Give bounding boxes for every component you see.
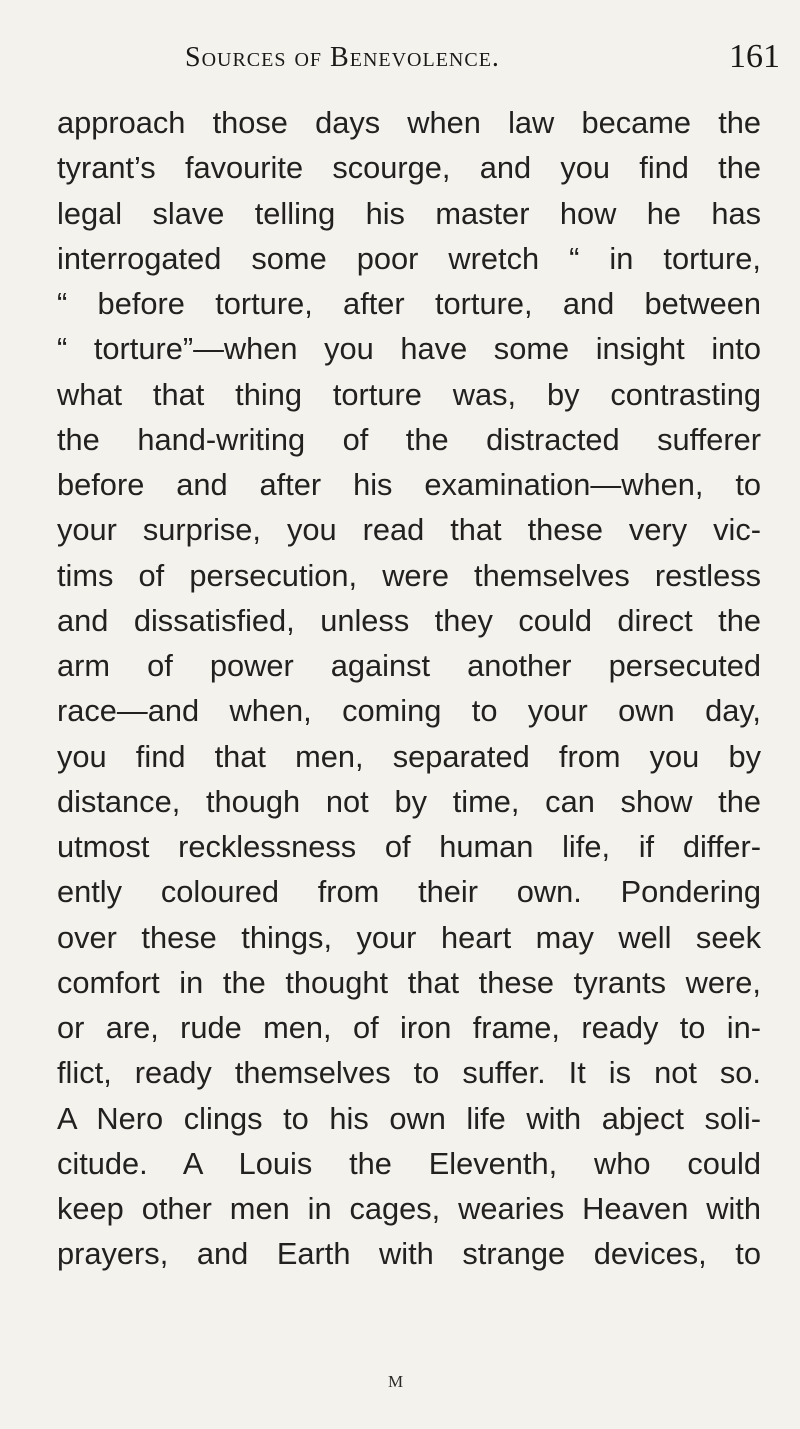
page-number: 161 <box>729 38 780 75</box>
running-title: Sources of Benevolence. <box>185 42 500 73</box>
text-line: distance, though not by time, can show the <box>57 783 761 819</box>
text-line: tims of persecution, were themselves restless <box>57 557 761 593</box>
text-line: over these things, your heart may well seek <box>57 919 761 955</box>
text-line: flict, ready themselves to suffer. It is not so. <box>57 1055 761 1091</box>
text-line: prayers, and Earth with strange devices, to <box>57 1236 761 1272</box>
text-line: keep other men in cages, wearies Heaven with <box>57 1191 761 1226</box>
text-line: legal slave telling his master how he has <box>57 195 761 231</box>
body-text <box>57 100 761 1277</box>
signature-mark: M <box>388 1372 405 1391</box>
text-line: comfort in the thought that these tyrants were, <box>57 964 761 1000</box>
text-line: you find that men, separated from you by <box>57 738 761 774</box>
text-line: or are, rude men, of iron frame, ready to in- <box>57 1010 761 1045</box>
text-line: “ torture”—when you have some insight into <box>57 331 761 367</box>
text-line: citude. A Louis the Eleventh, who could <box>57 1145 761 1181</box>
text-line: approach those days when law became the <box>57 105 761 140</box>
text-line: “ before torture, after torture, and between <box>57 286 761 321</box>
text-line: before and after his examination—when, to <box>57 467 761 502</box>
text-line: ently coloured from their own. Pondering <box>57 874 761 910</box>
text-line: your surprise, you read that these very vic- <box>57 512 761 548</box>
text-line: what that thing torture was, by contrasting <box>57 376 761 412</box>
text-line: race—and when, coming to your own day, <box>57 693 761 729</box>
text-line: A Nero clings to his own life with abject soli- <box>57 1100 761 1136</box>
text-line: interrogated some poor wretch “ in torture, <box>57 240 761 276</box>
text-line: tyrant’s favourite scourge, and you find the <box>57 150 761 186</box>
text-line: arm of power against another persecuted <box>57 648 761 683</box>
text-line: the hand-writing of the distracted sufferer <box>57 421 761 457</box>
text-line: and dissatisfied, unless they could direct the <box>57 602 761 638</box>
running-head <box>185 38 780 88</box>
text-line: utmost recklessness of human life, if differ- <box>57 829 761 864</box>
